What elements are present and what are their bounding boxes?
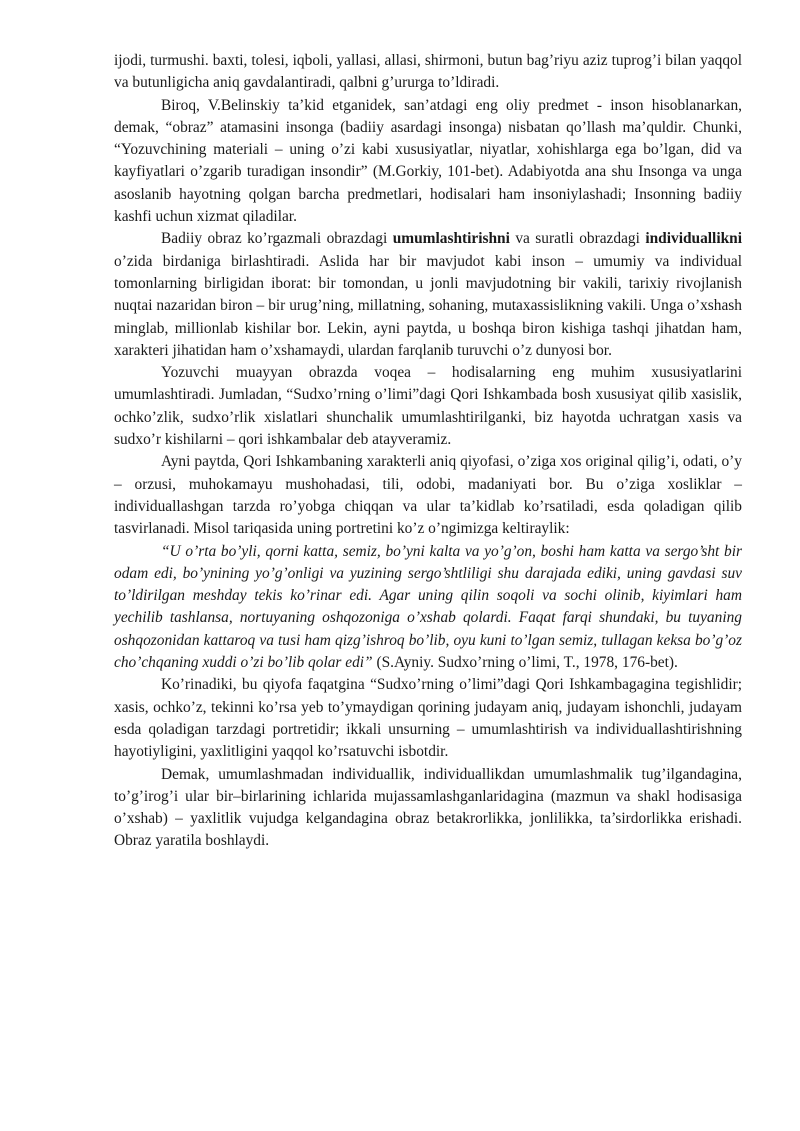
paragraph-demak: Demak, umumlashmadan individuallik, individuallikdan umumlashmalik tug’ilgandagina, to’g’irog’i ular bir–birlarining ichlarida mujassamlashganlaridagina (mazmun va shakl hodisasiga o’xshab) – yaxlitlik vujudga kelgandagina obraz betakrorlikka, jonlilikka, ta’sirdorlikka erishadi. Obraz yaratila boshlaydi. bbox=[114, 765, 742, 850]
document-page bbox=[114, 50, 742, 853]
paragraph-belinskiy: Biroq, V.Belinskiy ta’kid etganidek, san’atdagi eng oliy predmet - inson hisoblanarkan, demak, “obraz” atamasini insonga (badiiy asardagi insonga) nisbatan qo’llash ma’quldir. Chunki, “Yozuvchining materiali – uning o’zi kabi xususiyatlar, niyatlar, xohishlarga ega bo’lgan, did va kayfiyatlari o’zgarib turadigan insondir” (M.Gorkiy, 101-bet). Adabiyotda ana shu Insonga va unga asoslanib hayotning qolgan barcha predmetlari, hodisalari ham insoniylashadi; Insonning badiiy kashfi uchun xizmat qiladilar. bbox=[114, 96, 742, 226]
quote-source: (S.Ayniy. Sudxo’rning o’limi, T., 1978, 176-bet). bbox=[372, 654, 678, 672]
paragraph-continuation: ijodi, turmushi. baxti, tolesi, iqboli, yallasi, allasi, shirmoni, butun bag’riyu aziz tuprog’i bilan yaqqol va butunligicha aniq gavdalantiradi, qalbni g’ururga to’ldiradi. bbox=[114, 52, 742, 92]
paragraph-yozuvchi: Yozuvchi muayyan obrazda voqea – hodisalarning eng muhim xususiyatlarini umumlashtiradi. Jumladan, “Sudxo’rning o’limi”dagi Qori Ishkambada bosh xususiyat qilib xasislik, ochko’zlik, sudxo’rlik xislatlari shunchalik umumlashtirilganki, biz hayotda uchratgan xasis va sudxo’r kishilarni – qori ishkambalar deb atayveramiz. bbox=[114, 364, 742, 449]
paragraph-ayni-paytda: Ayni paytda, Qori Ishkambaning xarakterli aniq qiyofasi, o’ziga xos original qilig’i, odati, o’y – orzusi, muhokamayu mushohadasi, tili, odobi, madaniyati bor. Bu o’ziga xosliklar – individuallashgan tarzda ro’yobga chiqqan va ular ta’kidlab ko’rsatiladi, esda qoladigan qilib tasvirlanadi. Misol tariqasida uning portretini ko’z o’ngimizga keltiraylik: bbox=[114, 453, 742, 538]
bold-term-individuallik: individuallikni bbox=[645, 230, 743, 248]
paragraph-quote bbox=[114, 541, 742, 675]
paragraph-text: va suratli obrazdagi bbox=[509, 230, 646, 248]
paragraph-korinadiki: Ko’rinadiki, bu qiyofa faqatgina “Sudxo’rning o’limi”dagi Qori Ishkambagagina tegishlidir; xasis, ochko’z, tekinni ko’rsa yeb to’ymaydigan qorining judayam aniq, judayam ishonchli, judayam esda qoladigan tarzdagi portretidir; ikkali unsurning – umumlashtirish va individuallashtirishning hayotiyligini, yaxlitligini yaqqol ko’rsatuvchi isbotdir. bbox=[114, 676, 742, 761]
bold-term-umumlashtirish: umumlashtirishni bbox=[392, 230, 510, 248]
portrait-quote: “U o’rta bo’yli, qorni katta, semiz, bo’yni kalta va yo’g’on, boshi ham katta va sergo’sht bir odam edi, bo’ynining yo’g’onligi va yuzining sergo’shtliligi shu darajada ediki, uning gavdasi suv to’ldirilgan meshday tekis ko’rinar edi. Agar uning qilin soqoli va sochi olinib, kiyimlari ham yechilib tashlansa, nortuyaning oshqozoniga o’xshab qolardi. Faqat farqi shundaki, bu tuyaning oshqozonidan kattaroq va tusi ham qizg’ishroq bo’lib, oyu kuni to’lgan semiz, tullagan keksa bo’g’oz cho’chqaning xuddi o’zi bo’lib qolar edi” bbox=[114, 542, 742, 672]
paragraph-text: o’zida birdaniga birlashtiradi. Aslida har bir mavjudot kabi inson – umumiy va individual tomonlarning birligidan iborat: bir tomondan, u jonli mavjudotning bir vakili, tarixiy rivojlanish nuqtai nazaridan biron – bir urug’ning, millatning, sohaning, mutaxassislikning vakili. Unga o’xshash minglab, millionlab kishilar bor. Lekin, ayni paytda, u boshqa biron kishiga tashqi jihatdan ham, xarakteri jihatidan ham o’xshamaydi, ulardan farqlanib turuvchi o’z dunyosi bor. bbox=[114, 252, 742, 359]
paragraph-badiiy-obraz bbox=[114, 228, 742, 362]
paragraph-text: Badiiy obraz ko’rgazmali obrazdagi bbox=[161, 230, 393, 248]
